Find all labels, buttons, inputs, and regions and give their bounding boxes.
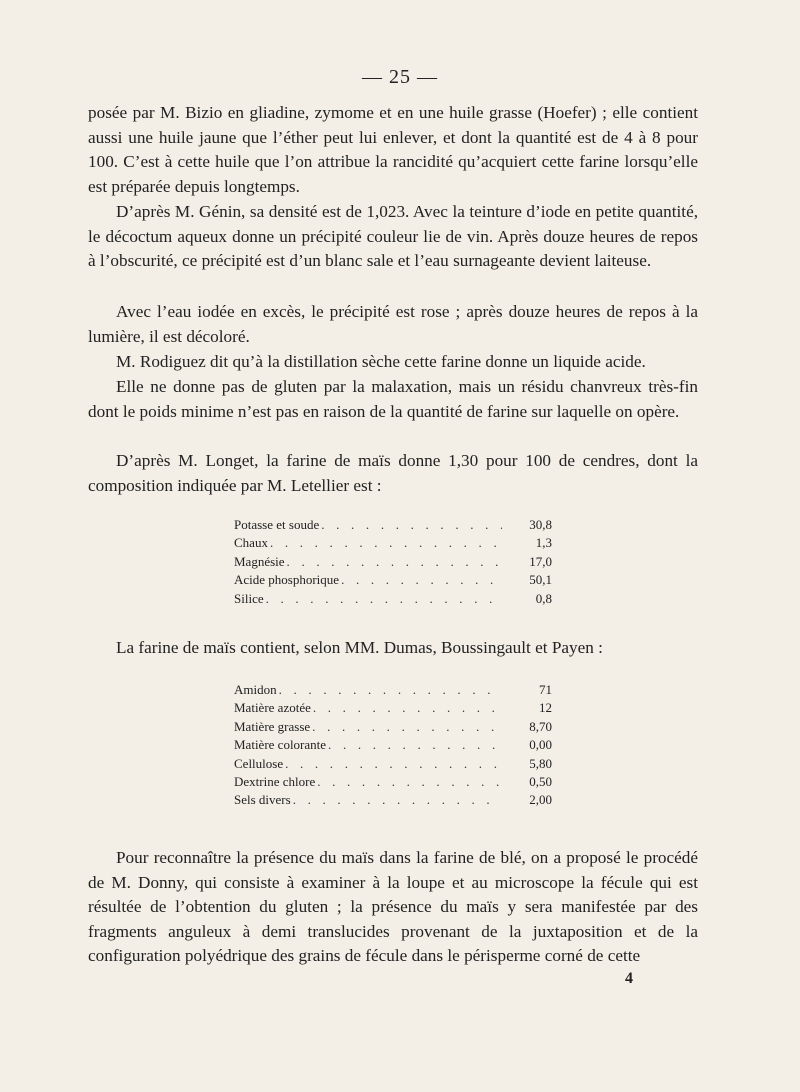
table-row [234,755,552,773]
paragraph-4: M. Rodiguez dit qu’à la distillation sèche cette farine donne un liquide acide. [116,352,646,371]
leader-dots [321,516,502,534]
leader-dots [313,699,502,717]
table-row [234,736,552,754]
table-row [234,718,552,736]
row-value: 0,00 [529,737,552,753]
paragraph-5: Elle ne donne pas de gluten par la malaxation, mais un résidu chanvreux très-fin dont le poids minime n’est pas en raison de la quantité de farine sur laquelle on opère. [88,377,698,421]
row-label: Amidon [234,682,277,697]
leader-dots [285,755,502,773]
row-label: Matière grasse [234,718,311,734]
paragraph-6: D’après M. Longet, la farine de maïs donne 1,30 pour 100 de cendres, dont la composition indiquée par M. Letellier est : [88,451,698,495]
signature-mark: 4 [625,970,633,987]
table-row [234,534,552,552]
leader-dots [287,553,502,571]
leader-dots [312,718,502,736]
row-value: 17,0 [529,553,552,569]
row-label: Sels divers [234,792,291,808]
leader-dots [279,681,502,699]
row-value: 71 [539,682,552,697]
row-label: Dextrine chlore [234,774,316,790]
paragraph-1: posée par M. Bizio en gliadine, zymome et en une huile grasse (Hoefer) ; elle contient aussi une huile jaune que l’éther peut lui enlever, et dont la quantité est de 4 à 8 pour 100. C’est à cette huile que l’on attribue la rancidité qu’acquiert cette farine lorsqu’elle est préparée depuis longtemps. [88,103,698,196]
row-label: Cellulose [234,755,284,771]
row-value: 1,3 [535,535,552,551]
row-label: Chaux [234,535,268,551]
row-value: 12 [539,700,552,716]
table-row [234,791,552,809]
row-value: 50,1 [529,572,552,588]
table-row [234,571,552,589]
paragraph-7: La farine de maïs contient, selon MM. Dumas, Boussingault et Payen : [116,638,603,657]
leader-dots [341,571,502,589]
row-label: Potasse et soude [234,517,320,532]
row-label: Matière azotée [234,700,311,716]
page-number: — 25 — [362,66,438,88]
row-label: Silice [234,590,264,606]
row-value: 0,50 [529,774,552,790]
leader-dots [328,736,502,754]
table-row [234,553,552,571]
row-value: 0,8 [535,590,552,606]
ash-composition-table [234,516,552,608]
table-row [234,681,552,699]
row-value: 5,80 [529,755,552,771]
table-row [234,590,552,608]
leader-dots [270,534,502,552]
row-value: 2,00 [529,792,552,808]
paragraph-2: D’après M. Génin, sa densité est de 1,023. Avec la teinture d’iode en petite quantité, le décoctum aqueux donne un précipité couleur lie de vin. Après douze heures de repos à l’obscurité, ce précipité est d’un blanc sale et l’eau surnageante devient laiteuse. [88,202,698,271]
paragraph-8: Pour reconnaître la présence du maïs dans la farine de blé, on a proposé le procédé de M. Donny, qui consiste à examiner à la loupe et au microscope la fécule qui est résultée de l’obtention du gluten ; la présence du maïs y sera manifestée par des fragments anguleux à demi translucides provenant de la juxtaposition et de la configuration polyédrique des grains de fécule dans le périsperme corné de cette [88,848,698,966]
leader-dots [317,773,502,791]
leader-dots [266,590,502,608]
paragraph-3: Avec l’eau iodée en excès, le précipité est rose ; après douze heures de repos à la lumière, il est décoloré. [88,302,698,346]
row-label: Matière colorante [234,737,327,753]
table-row [234,773,552,791]
row-value: 8,70 [529,718,552,734]
row-value: 30,8 [529,517,552,532]
flour-composition-table [234,681,552,810]
table-row [234,516,552,534]
table-row [234,699,552,717]
row-label: Acide phosphorique [234,572,340,588]
row-label: Magnésie [234,553,285,569]
leader-dots [293,791,502,809]
